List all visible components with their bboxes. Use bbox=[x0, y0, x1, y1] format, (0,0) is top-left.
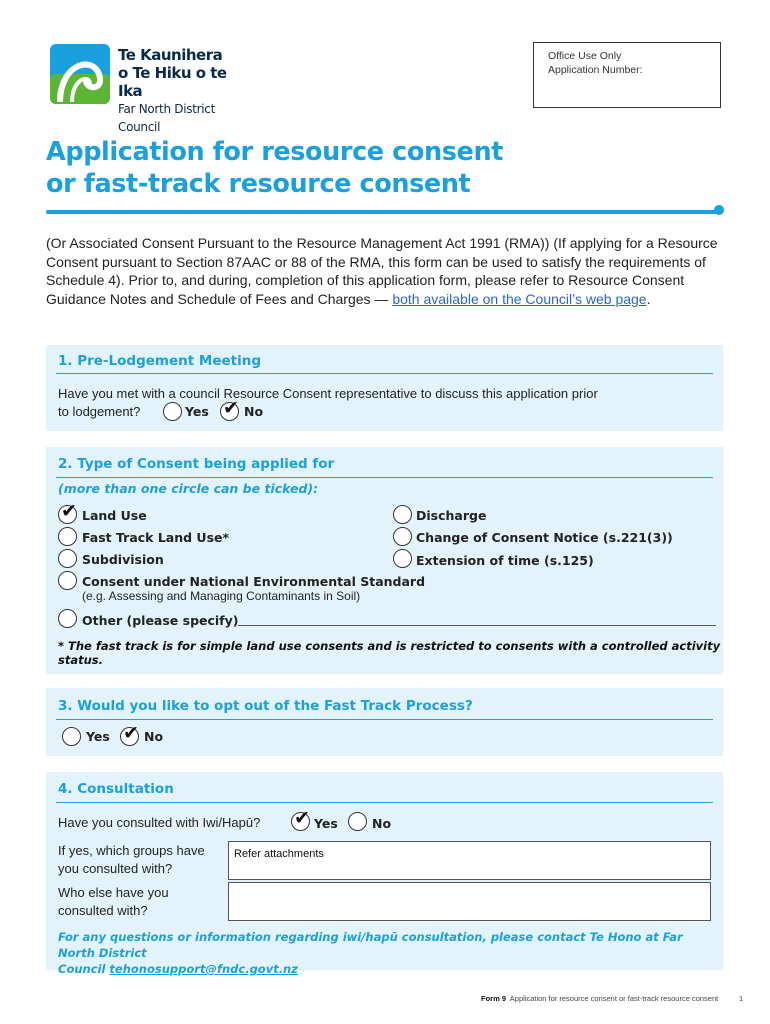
logo-line-1: Te Kaunihera bbox=[118, 46, 223, 64]
iwi-no-label: No bbox=[372, 816, 392, 831]
land-use-checkbox[interactable] bbox=[58, 500, 77, 524]
others-label-line-1: Who else have you bbox=[58, 885, 169, 900]
iwi-yes-radio[interactable] bbox=[291, 807, 310, 831]
iwi-yes-label: Yes bbox=[314, 816, 338, 831]
section-2-subheading: (more than one circle can be ticked): bbox=[58, 481, 319, 496]
iwi-question: Have you consulted with Iwi/Hapū? bbox=[58, 815, 261, 830]
section-consent-type bbox=[46, 447, 723, 674]
groups-label-line-2: you consulted with? bbox=[58, 861, 173, 876]
pre-lodgement-yes-label: Yes bbox=[185, 404, 209, 419]
section-2-rule bbox=[56, 477, 713, 478]
discharge-checkbox[interactable] bbox=[393, 505, 412, 524]
fast-track-label: Fast Track Land Use* bbox=[82, 530, 230, 545]
nes-note: (e.g. Assessing and Managing Contaminants in Soil) bbox=[82, 589, 361, 603]
discharge-label: Discharge bbox=[416, 508, 487, 523]
consultation-contact-prefix: Council bbox=[58, 962, 110, 976]
checkmark-icon: ✔ bbox=[123, 722, 139, 744]
page-footer bbox=[481, 994, 718, 1003]
other-checkbox[interactable] bbox=[58, 609, 77, 628]
footer-form-number: Form 9 bbox=[481, 994, 507, 1003]
consultation-contact-note bbox=[58, 929, 723, 977]
title-divider bbox=[46, 210, 718, 214]
opt-out-yes-radio[interactable] bbox=[62, 727, 81, 746]
subdivision-checkbox[interactable] bbox=[58, 549, 77, 568]
intro-end: . bbox=[646, 290, 651, 307]
section-3-heading: 3. Would you like to opt out of the Fast Track Process? bbox=[58, 698, 473, 714]
groups-label-line-1: If yes, which groups have bbox=[58, 843, 205, 858]
application-number-label: Application Number: bbox=[548, 64, 643, 76]
section-4-rule bbox=[56, 802, 713, 803]
subdivision-label: Subdivision bbox=[82, 552, 164, 567]
pre-lodgement-no-radio[interactable] bbox=[220, 397, 239, 421]
logo-line-3: Far North District Council bbox=[118, 102, 215, 134]
checkmark-icon: ✔ bbox=[294, 807, 310, 829]
page-number: 1 bbox=[739, 994, 744, 1003]
others-label-line-2: consulted with? bbox=[58, 903, 148, 918]
checkmark-icon: ✔ bbox=[61, 500, 77, 522]
nes-checkbox[interactable] bbox=[58, 571, 77, 590]
section-1-rule bbox=[56, 373, 713, 374]
intro-paragraph bbox=[46, 234, 726, 308]
section-1-question-line-2: to lodgement? bbox=[58, 404, 141, 419]
section-opt-out bbox=[46, 688, 723, 756]
council-logo bbox=[50, 44, 240, 134]
section-3-rule bbox=[56, 719, 713, 720]
section-1-heading: 1. Pre-Lodgement Meeting bbox=[58, 353, 261, 369]
opt-out-no-radio[interactable] bbox=[120, 722, 139, 746]
other-label: Other (please specify) bbox=[82, 613, 239, 628]
consultation-contact-line-1: For any questions or information regarding iwi/hapū consultation, please contact Te Hono at Far North District bbox=[58, 930, 683, 960]
section-4-heading: 4. Consultation bbox=[58, 781, 174, 797]
fast-track-footnote: * The fast track is for simple land use consents and is restricted to consents with a controlled activity status. bbox=[58, 639, 721, 667]
section-1-question-line-1: Have you met with a council Resource Consent representative to discuss this application prior bbox=[58, 386, 598, 401]
logo-line-2: o Te Hiku o te Ika bbox=[118, 64, 227, 100]
pre-lodgement-no-label: No bbox=[244, 404, 264, 419]
te-hono-email-link[interactable]: tehonosupport@fndc.govt.nz bbox=[109, 962, 298, 976]
page-title bbox=[46, 136, 503, 200]
change-notice-checkbox[interactable] bbox=[393, 527, 412, 546]
page-title-line-1: Application for resource consent bbox=[46, 137, 503, 167]
groups-consulted-field[interactable]: Refer attachments bbox=[228, 841, 711, 880]
section-consultation bbox=[46, 772, 723, 976]
other-specify-input[interactable] bbox=[238, 625, 716, 626]
section-pre-lodgement bbox=[46, 345, 723, 431]
page-title-line-2: or fast-track resource consent bbox=[46, 169, 471, 199]
title-divider-dot bbox=[714, 205, 724, 215]
fast-track-checkbox[interactable] bbox=[58, 527, 77, 546]
opt-out-no-label: No bbox=[144, 729, 164, 744]
change-notice-label: Change of Consent Notice (s.221(3)) bbox=[416, 530, 673, 545]
office-use-label: Office Use Only bbox=[548, 50, 622, 62]
nes-label: Consent under National Environmental Standard bbox=[82, 574, 426, 589]
footer-form-title: Application for resource consent or fast-track resource consent bbox=[509, 994, 719, 1003]
others-consulted-field[interactable] bbox=[228, 882, 711, 921]
office-use-box bbox=[533, 42, 721, 108]
intro-text: (Or Associated Consent Pursuant to the Resource Management Act 1991 (RMA)) (If applying for a Resource Consent pursuant to Section 87AAC or 88 of the RMA, this form can be used to satisfy the requirements of Schedule 4). Prior to, and during, completion of this application form, please refer to Resource Consent Guidance Notes and Schedule of Fees and Charges — bbox=[46, 235, 718, 307]
extension-label: Extension of time (s.125) bbox=[416, 553, 594, 568]
pre-lodgement-yes-radio[interactable] bbox=[163, 402, 182, 421]
extension-checkbox[interactable] bbox=[393, 549, 412, 568]
section-2-heading: 2. Type of Consent being applied for bbox=[58, 456, 335, 472]
land-use-label: Land Use bbox=[82, 508, 147, 523]
checkmark-icon: ✔ bbox=[223, 397, 239, 419]
council-logo-icon bbox=[50, 44, 114, 108]
council-web-page-link[interactable]: both available on the Council’s web page bbox=[392, 290, 647, 307]
iwi-no-radio[interactable] bbox=[348, 812, 367, 831]
opt-out-yes-label: Yes bbox=[86, 729, 110, 744]
